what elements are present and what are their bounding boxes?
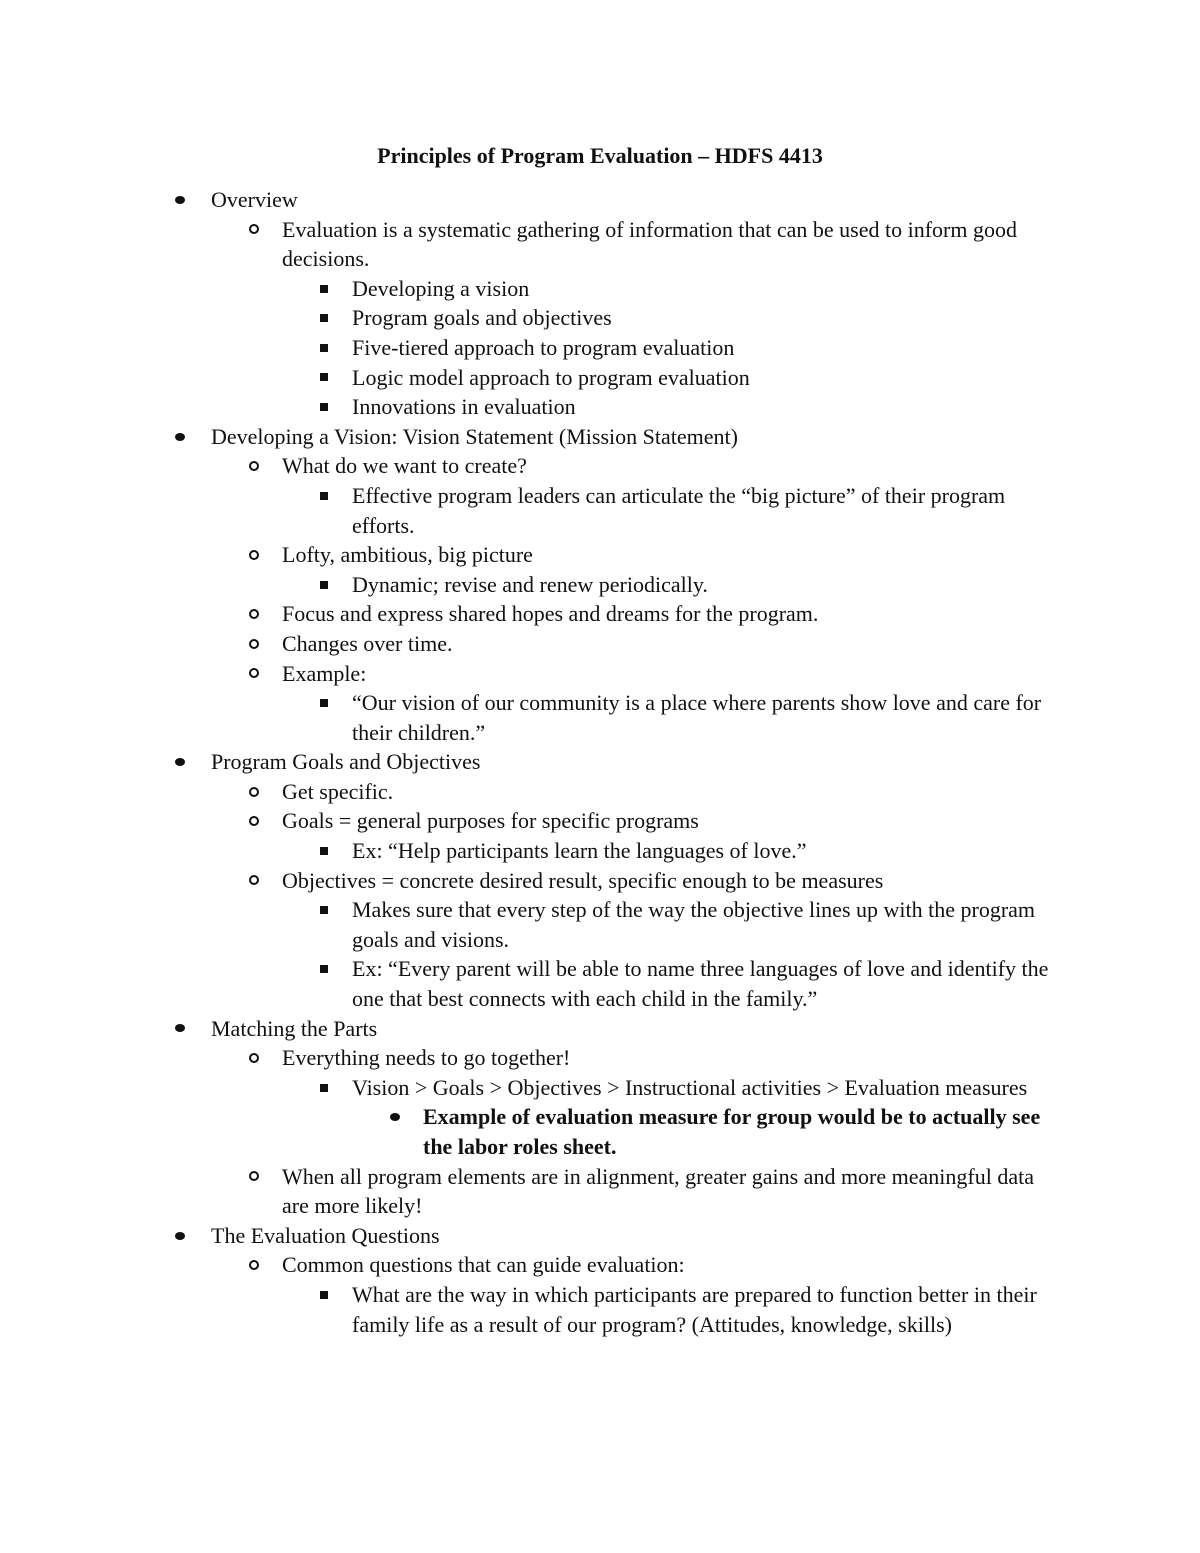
outline-item-text: The Evaluation Questions xyxy=(211,1222,440,1248)
outline-item-level-1 xyxy=(0,1221,1061,1251)
outline-item-text: Evaluation is a systematic gathering of information that can be used to inform good decisions. xyxy=(282,216,1017,272)
square-bullet-icon xyxy=(316,895,332,925)
outline-item-level-3 xyxy=(0,481,1064,540)
filled-circle-bullet-icon xyxy=(387,1102,403,1132)
outline-item-text: Vision > Goals > Objectives > Instructional activities > Evaluation measures xyxy=(352,1074,1028,1100)
outline-item-level-3 xyxy=(0,836,1064,866)
hollow-circle-bullet-icon xyxy=(246,599,262,629)
outline-item-level-3 xyxy=(0,954,1064,1013)
filled-circle-bullet-icon xyxy=(172,1014,188,1044)
outline-item-level-2 xyxy=(0,1162,1061,1221)
outline-item-level-2 xyxy=(0,540,1061,570)
square-bullet-icon xyxy=(316,274,332,304)
outline-item-text: Innovations in evaluation xyxy=(352,394,576,420)
hollow-circle-bullet-icon xyxy=(246,806,262,836)
square-bullet-icon xyxy=(316,1073,332,1103)
hollow-circle-bullet-icon xyxy=(246,659,262,689)
outline-item-text: Program goals and objectives xyxy=(352,305,612,331)
square-bullet-icon xyxy=(316,481,332,511)
outline-item-text: Changes over time. xyxy=(282,630,453,656)
outline-item-text: Everything needs to go together! xyxy=(282,1045,571,1071)
square-bullet-icon xyxy=(316,688,332,718)
hollow-circle-bullet-icon xyxy=(246,777,262,807)
outline-item-level-2 xyxy=(0,1043,1061,1073)
outline-item-level-2 xyxy=(0,451,1061,481)
filled-circle-bullet-icon xyxy=(172,1221,188,1251)
outline-item-text: What do we want to create? xyxy=(282,453,527,479)
outline-item-level-3 xyxy=(0,895,1064,954)
outline-item-text: Developing a vision xyxy=(352,275,530,301)
outline-item-text: Focus and express shared hopes and dreams for the program. xyxy=(282,601,819,627)
outline-item-text: Logic model approach to program evaluation xyxy=(352,364,750,390)
hollow-circle-bullet-icon xyxy=(246,1162,262,1192)
outline-item-level-2 xyxy=(0,599,1061,629)
outline-item-text: Get specific. xyxy=(282,778,394,804)
square-bullet-icon xyxy=(316,954,332,984)
square-bullet-icon xyxy=(316,570,332,600)
outline-item-text: Program Goals and Objectives xyxy=(211,749,481,775)
hollow-circle-bullet-icon xyxy=(246,629,262,659)
filled-circle-bullet-icon xyxy=(172,422,188,452)
outline-item-text: “Our vision of our community is a place where parents show love and care for their children.” xyxy=(352,690,1042,745)
outline-item-text: Objectives = concrete desired result, specific enough to be measures xyxy=(282,867,884,893)
outline-item-level-3 xyxy=(0,392,1064,422)
square-bullet-icon xyxy=(316,303,332,333)
hollow-circle-bullet-icon xyxy=(246,540,262,570)
filled-circle-bullet-icon xyxy=(172,747,188,777)
square-bullet-icon xyxy=(316,363,332,393)
outline-item-text: When all program elements are in alignment, greater gains and more meaningful data are more likely! xyxy=(282,1163,1034,1219)
outline-item-text: Common questions that can guide evaluation: xyxy=(282,1252,685,1278)
outline-item-level-3 xyxy=(0,303,1064,333)
outline-item-level-3 xyxy=(0,1280,1064,1339)
outline-item-level-2 xyxy=(0,777,1061,807)
outline-item-text: Dynamic; revise and renew periodically. xyxy=(352,571,708,597)
outline-item-level-3 xyxy=(0,570,1064,600)
outline-item-text: Goals = general purposes for specific programs xyxy=(282,808,699,834)
outline-item-level-2 xyxy=(0,629,1061,659)
outline-item-text: Overview xyxy=(211,187,298,212)
outline-item-level-2 xyxy=(0,806,1061,836)
outline-item-level-2 xyxy=(0,215,1061,274)
outline-item-text: Developing a Vision: Vision Statement (Mission Statement) xyxy=(211,423,738,449)
outline-item-level-1 xyxy=(0,1014,1061,1044)
hollow-circle-bullet-icon xyxy=(246,866,262,896)
square-bullet-icon xyxy=(316,392,332,422)
outline-item-text: Matching the Parts xyxy=(211,1015,378,1041)
outline-item-text: Ex: “Every parent will be able to name three languages of love and identify the one that best connects with each child in the family.” xyxy=(352,956,1049,1012)
outline-item-level-3 xyxy=(0,274,1064,304)
outline-item-level-2 xyxy=(0,1250,1061,1280)
outline-item-level-3 xyxy=(0,363,1064,393)
outline-item-level-2 xyxy=(0,866,1061,896)
outline-item-level-3 xyxy=(0,688,1064,747)
square-bullet-icon xyxy=(316,1280,332,1310)
hollow-circle-bullet-icon xyxy=(246,1250,262,1280)
outline-item-level-1 xyxy=(0,185,1061,215)
outline-item-text: Five-tiered approach to program evaluation xyxy=(352,334,735,360)
outline-item-text: Ex: “Help participants learn the languages of love.” xyxy=(352,838,807,864)
outline-item-text: Lofty, ambitious, big picture xyxy=(282,542,533,568)
outline-item-text: Makes sure that every step of the way the objective lines up with the program goals and visions. xyxy=(352,897,1036,952)
outline-item-level-4 xyxy=(0,1102,1063,1161)
page-title: Principles of Program Evaluation – HDFS 4413 xyxy=(377,143,823,168)
outline-item-text: Example of evaluation measure for group would be to actually see the labor roles sheet. xyxy=(423,1104,1041,1159)
filled-circle-bullet-icon xyxy=(172,185,188,215)
outline-list xyxy=(0,185,1200,1339)
outline-item-level-3 xyxy=(0,333,1064,363)
hollow-circle-bullet-icon xyxy=(246,1043,262,1073)
outline-item-text: Example: xyxy=(282,660,367,686)
outline-item-text: Effective program leaders can articulate the “big picture” of their program efforts. xyxy=(352,482,1006,538)
outline-item-level-3 xyxy=(0,1073,1064,1103)
square-bullet-icon xyxy=(316,836,332,866)
hollow-circle-bullet-icon xyxy=(246,451,262,481)
outline-item-level-1 xyxy=(0,747,1061,777)
outline-item-text: What are the way in which participants are prepared to function better in their family life as a result of our program? (Attitudes, knowledge, skills) xyxy=(352,1281,1037,1337)
hollow-circle-bullet-icon xyxy=(246,215,262,245)
outline-item-level-2 xyxy=(0,659,1061,689)
outline-item-level-1 xyxy=(0,422,1061,452)
square-bullet-icon xyxy=(316,333,332,363)
